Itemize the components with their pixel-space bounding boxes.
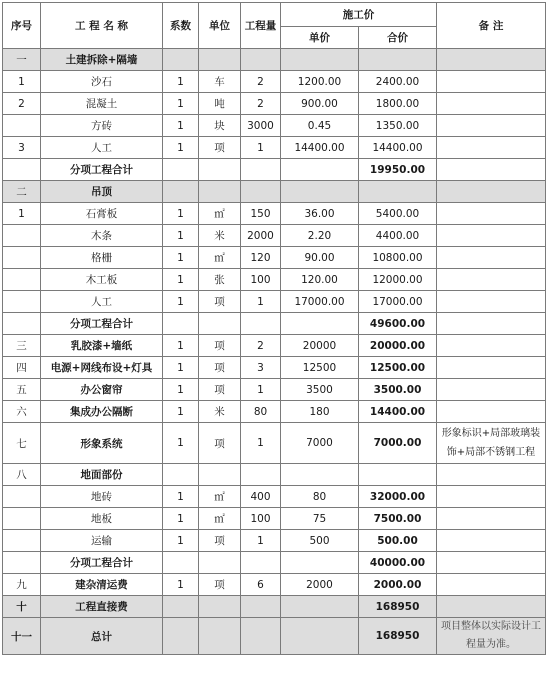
row-note — [437, 574, 546, 596]
item-row — [3, 423, 546, 464]
row-seq: 十一 — [3, 618, 41, 655]
subtotal-value: 40000.00 — [359, 552, 437, 574]
row-note — [437, 225, 546, 247]
header-unit-price: 单价 — [281, 27, 359, 49]
row-unit: 项 — [199, 530, 241, 552]
row-total: 1800.00 — [359, 93, 437, 115]
row-total: 5400.00 — [359, 203, 437, 225]
row-price: 500 — [281, 530, 359, 552]
row-coef: 1 — [163, 93, 199, 115]
item-row — [3, 379, 546, 401]
section-title: 地面部份 — [41, 464, 163, 486]
row-seq: 1 — [3, 203, 41, 225]
quotation-sheet — [2, 2, 545, 655]
row-qty: 400 — [241, 486, 281, 508]
row-coef: 1 — [163, 508, 199, 530]
row-seq — [3, 291, 41, 313]
row-name: 木条 — [41, 225, 163, 247]
row-coef: 1 — [163, 115, 199, 137]
row-unit: 项 — [199, 137, 241, 159]
row-seq — [3, 225, 41, 247]
row-unit: 项 — [199, 291, 241, 313]
section-seq: 八 — [3, 464, 41, 486]
subtotal-value: 19950.00 — [359, 159, 437, 181]
row-unit: 米 — [199, 225, 241, 247]
row-unit: 吨 — [199, 93, 241, 115]
row-total: 20000.00 — [359, 335, 437, 357]
section-header-row — [3, 464, 546, 486]
table-row — [3, 93, 546, 115]
row-note — [437, 247, 546, 269]
row-name: 石膏板 — [41, 203, 163, 225]
row-unit: 项 — [199, 335, 241, 357]
row-price: 17000.00 — [281, 291, 359, 313]
row-note — [437, 357, 546, 379]
row-coef: 1 — [163, 291, 199, 313]
row-name: 电源+网线布设+灯具 — [41, 357, 163, 379]
row-price: 2000 — [281, 574, 359, 596]
subtotal-value: 49600.00 — [359, 313, 437, 335]
row-qty: 100 — [241, 269, 281, 291]
subtotal-label: 分项工程合计 — [41, 313, 163, 335]
item-row — [3, 335, 546, 357]
row-name: 混凝土 — [41, 93, 163, 115]
row-note — [437, 115, 546, 137]
row-note — [437, 93, 546, 115]
row-qty: 1 — [241, 291, 281, 313]
row-coef: 1 — [163, 401, 199, 423]
row-coef: 1 — [163, 486, 199, 508]
row-total: 17000.00 — [359, 291, 437, 313]
row-name: 总计 — [41, 618, 163, 655]
row-note — [437, 137, 546, 159]
row-qty: 2 — [241, 71, 281, 93]
subtotal-label: 分项工程合计 — [41, 159, 163, 181]
row-seq: 3 — [3, 137, 41, 159]
row-qty: 1 — [241, 530, 281, 552]
row-qty: 3000 — [241, 115, 281, 137]
row-qty: 100 — [241, 508, 281, 530]
row-price: 120.00 — [281, 269, 359, 291]
row-unit: 车 — [199, 71, 241, 93]
table-row — [3, 269, 546, 291]
row-total: 2400.00 — [359, 71, 437, 93]
row-price: 3500 — [281, 379, 359, 401]
row-seq: 三 — [3, 335, 41, 357]
row-unit: ㎡ — [199, 247, 241, 269]
row-qty: 2000 — [241, 225, 281, 247]
row-price: 20000 — [281, 335, 359, 357]
row-name: 地砖 — [41, 486, 163, 508]
row-total: 500.00 — [359, 530, 437, 552]
row-price: 180 — [281, 401, 359, 423]
row-total: 10800.00 — [359, 247, 437, 269]
row-qty: 150 — [241, 203, 281, 225]
table-row — [3, 486, 546, 508]
row-note — [437, 269, 546, 291]
row-name: 工程直接费 — [41, 596, 163, 618]
quotation-table — [2, 2, 546, 655]
row-price: 1200.00 — [281, 71, 359, 93]
section-seq: 二 — [3, 181, 41, 203]
row-qty: 1 — [241, 137, 281, 159]
table-row — [3, 508, 546, 530]
row-name: 集成办公隔断 — [41, 401, 163, 423]
row-name: 格栅 — [41, 247, 163, 269]
row-price: 75 — [281, 508, 359, 530]
row-total: 32000.00 — [359, 486, 437, 508]
row-name: 木工板 — [41, 269, 163, 291]
row-qty: 6 — [241, 574, 281, 596]
row-name: 运输 — [41, 530, 163, 552]
row-coef: 1 — [163, 71, 199, 93]
row-name: 地板 — [41, 508, 163, 530]
row-qty: 120 — [241, 247, 281, 269]
row-name: 形象系统 — [41, 423, 163, 464]
row-coef: 1 — [163, 379, 199, 401]
header-row — [3, 3, 546, 27]
section-seq: 一 — [3, 49, 41, 71]
row-note — [437, 508, 546, 530]
direct-cost-row — [3, 596, 546, 618]
row-seq: 九 — [3, 574, 41, 596]
row-coef: 1 — [163, 357, 199, 379]
row-coef: 1 — [163, 423, 199, 464]
row-name: 人工 — [41, 137, 163, 159]
section-title: 吊顶 — [41, 181, 163, 203]
row-total: 4400.00 — [359, 225, 437, 247]
header-price-group: 施工价 — [281, 3, 437, 27]
row-name: 办公窗帘 — [41, 379, 163, 401]
table-row — [3, 203, 546, 225]
table-row — [3, 530, 546, 552]
table-row — [3, 225, 546, 247]
row-qty: 1 — [241, 423, 281, 464]
row-price: 80 — [281, 486, 359, 508]
row-total: 2000.00 — [359, 574, 437, 596]
row-seq: 1 — [3, 71, 41, 93]
row-seq — [3, 247, 41, 269]
row-note — [437, 379, 546, 401]
row-coef: 1 — [163, 574, 199, 596]
row-note — [437, 291, 546, 313]
row-total: 12000.00 — [359, 269, 437, 291]
table-row — [3, 291, 546, 313]
row-total: 7500.00 — [359, 508, 437, 530]
row-qty: 80 — [241, 401, 281, 423]
row-unit: ㎡ — [199, 486, 241, 508]
table-row — [3, 247, 546, 269]
row-note: 形象标识+局部玻璃装饰+局部不锈钢工程 — [437, 423, 546, 464]
header-qty: 工程量 — [241, 3, 281, 49]
section-title: 土建拆除+隔墙 — [41, 49, 163, 71]
item-row — [3, 401, 546, 423]
row-price: 7000 — [281, 423, 359, 464]
row-coef: 1 — [163, 530, 199, 552]
header-coef: 系数 — [163, 3, 199, 49]
row-seq: 六 — [3, 401, 41, 423]
subtotal-row — [3, 313, 546, 335]
row-seq — [3, 115, 41, 137]
row-name: 乳胶漆+墙纸 — [41, 335, 163, 357]
row-note — [437, 71, 546, 93]
table-row — [3, 71, 546, 93]
row-name: 沙石 — [41, 71, 163, 93]
header-seq: 序号 — [3, 3, 41, 49]
row-seq: 七 — [3, 423, 41, 464]
row-note — [437, 401, 546, 423]
row-coef: 1 — [163, 269, 199, 291]
row-unit: 项 — [199, 574, 241, 596]
row-unit: 项 — [199, 357, 241, 379]
row-seq — [3, 269, 41, 291]
subtotal-row — [3, 552, 546, 574]
row-total: 168950 — [359, 618, 437, 655]
row-name: 人工 — [41, 291, 163, 313]
row-note — [437, 618, 546, 655]
row-qty: 2 — [241, 93, 281, 115]
row-coef: 1 — [163, 247, 199, 269]
row-qty: 1 — [241, 379, 281, 401]
row-unit: ㎡ — [199, 203, 241, 225]
table-row — [3, 115, 546, 137]
row-price: 36.00 — [281, 203, 359, 225]
row-coef: 1 — [163, 137, 199, 159]
grand-total-row — [3, 618, 546, 655]
row-unit: 块 — [199, 115, 241, 137]
subtotal-label: 分项工程合计 — [41, 552, 163, 574]
row-seq: 四 — [3, 357, 41, 379]
row-total: 7000.00 — [359, 423, 437, 464]
header-unit: 单位 — [199, 3, 241, 49]
row-unit: ㎡ — [199, 508, 241, 530]
row-coef: 1 — [163, 225, 199, 247]
row-price: 900.00 — [281, 93, 359, 115]
section-header-row — [3, 181, 546, 203]
row-total: 3500.00 — [359, 379, 437, 401]
row-unit: 张 — [199, 269, 241, 291]
row-price: 2.20 — [281, 225, 359, 247]
row-total: 1350.00 — [359, 115, 437, 137]
row-note — [437, 203, 546, 225]
section-header-row — [3, 49, 546, 71]
row-total: 14400.00 — [359, 137, 437, 159]
row-name: 建杂清运费 — [41, 574, 163, 596]
row-qty: 2 — [241, 335, 281, 357]
row-note — [437, 530, 546, 552]
item-row — [3, 574, 546, 596]
subtotal-row — [3, 159, 546, 181]
row-price: 14400.00 — [281, 137, 359, 159]
row-name: 方砖 — [41, 115, 163, 137]
row-price: 90.00 — [281, 247, 359, 269]
row-coef: 1 — [163, 335, 199, 357]
row-total: 14400.00 — [359, 401, 437, 423]
row-qty: 3 — [241, 357, 281, 379]
row-total: 12500.00 — [359, 357, 437, 379]
row-coef: 1 — [163, 203, 199, 225]
row-unit: 米 — [199, 401, 241, 423]
table-row — [3, 137, 546, 159]
header-note: 备 注 — [437, 3, 546, 49]
row-seq: 五 — [3, 379, 41, 401]
row-seq: 2 — [3, 93, 41, 115]
header-name: 工 程 名 称 — [41, 3, 163, 49]
row-note — [437, 335, 546, 357]
item-row — [3, 357, 546, 379]
row-price: 0.45 — [281, 115, 359, 137]
row-seq: 十 — [3, 596, 41, 618]
row-unit: 项 — [199, 423, 241, 464]
row-note — [437, 486, 546, 508]
row-unit: 项 — [199, 379, 241, 401]
row-total: 168950 — [359, 596, 437, 618]
row-price: 12500 — [281, 357, 359, 379]
note-text: 项目整体以实际设计工程量为准。 — [441, 621, 541, 650]
header-total: 合价 — [359, 27, 437, 49]
